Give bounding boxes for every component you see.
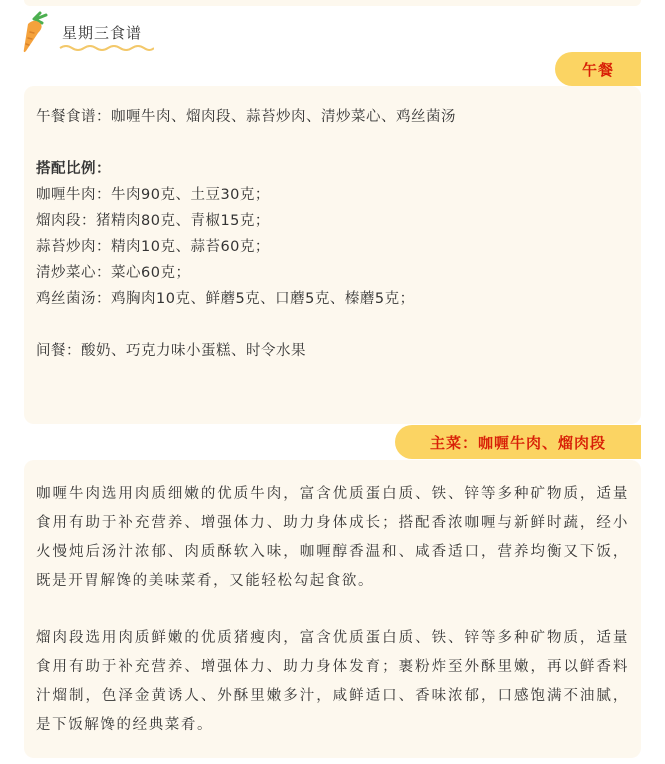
- snack-line: 间餐：酸奶、巧克力味小蛋糕、时令水果: [36, 343, 306, 359]
- menu-card: [24, 86, 641, 424]
- top-card-edge: [24, 0, 641, 6]
- lunch-tag: 午餐: [555, 52, 641, 86]
- ratio-item: 蒜苔炒肉：精肉10克、蒜苔60克；: [36, 239, 270, 255]
- day-header: [18, 10, 218, 54]
- description-card: [24, 460, 641, 758]
- ratio-title: 搭配比例：: [36, 161, 111, 177]
- description-paragraph: 咖喱牛肉选用肉质细嫩的优质牛肉，富含优质蛋白质、铁、锌等多种矿物质，适量食用有助于补充营养、增强体力、助力身体成长；搭配香浓咖喱与新鲜时蔬，经小火慢炖后汤汁浓郁、肉质酥软入味，咖喱醇香温和、咸香适口，营养均衡又下饭，既是开胃解馋的美味菜肴，又能轻松勾起食欲。: [36, 486, 629, 589]
- ratio-item: 熘肉段：猪精肉80克、青椒15克；: [36, 213, 270, 229]
- ratio-item: 清炒菜心：菜心60克；: [36, 265, 191, 281]
- ratio-item: 咖喱牛肉：牛肉90克、土豆30克；: [36, 187, 270, 203]
- wave-icon: [58, 44, 154, 52]
- description-paragraph: 熘肉段选用肉质鲜嫩的优质猪瘦肉，富含优质蛋白质、铁、锌等多种矿物质，适量食用有助于补充营养、增强体力、助力身体发育；裹粉炸至外酥里嫩，再以鲜香料汁熘制，色泽金黄诱人、外酥里嫩多汁，咸鲜适口、香味浓郁，口感饱满不油腻，是下饭解馋的经典菜肴。: [36, 630, 629, 733]
- main-dish-tag: 主菜：咖喱牛肉、熘肉段: [395, 425, 641, 459]
- carrot-icon: [18, 10, 54, 54]
- page-title: 星期三食谱: [62, 24, 143, 42]
- ratio-item: 鸡丝菌汤：鸡胸肉10克、鲜蘑5克、口蘑5克、榛蘑5克；: [36, 291, 415, 307]
- lunch-menu-line: 午餐食谱：咖喱牛肉、熘肉段、蒜苔炒肉、清炒菜心、鸡丝菌汤: [36, 109, 456, 125]
